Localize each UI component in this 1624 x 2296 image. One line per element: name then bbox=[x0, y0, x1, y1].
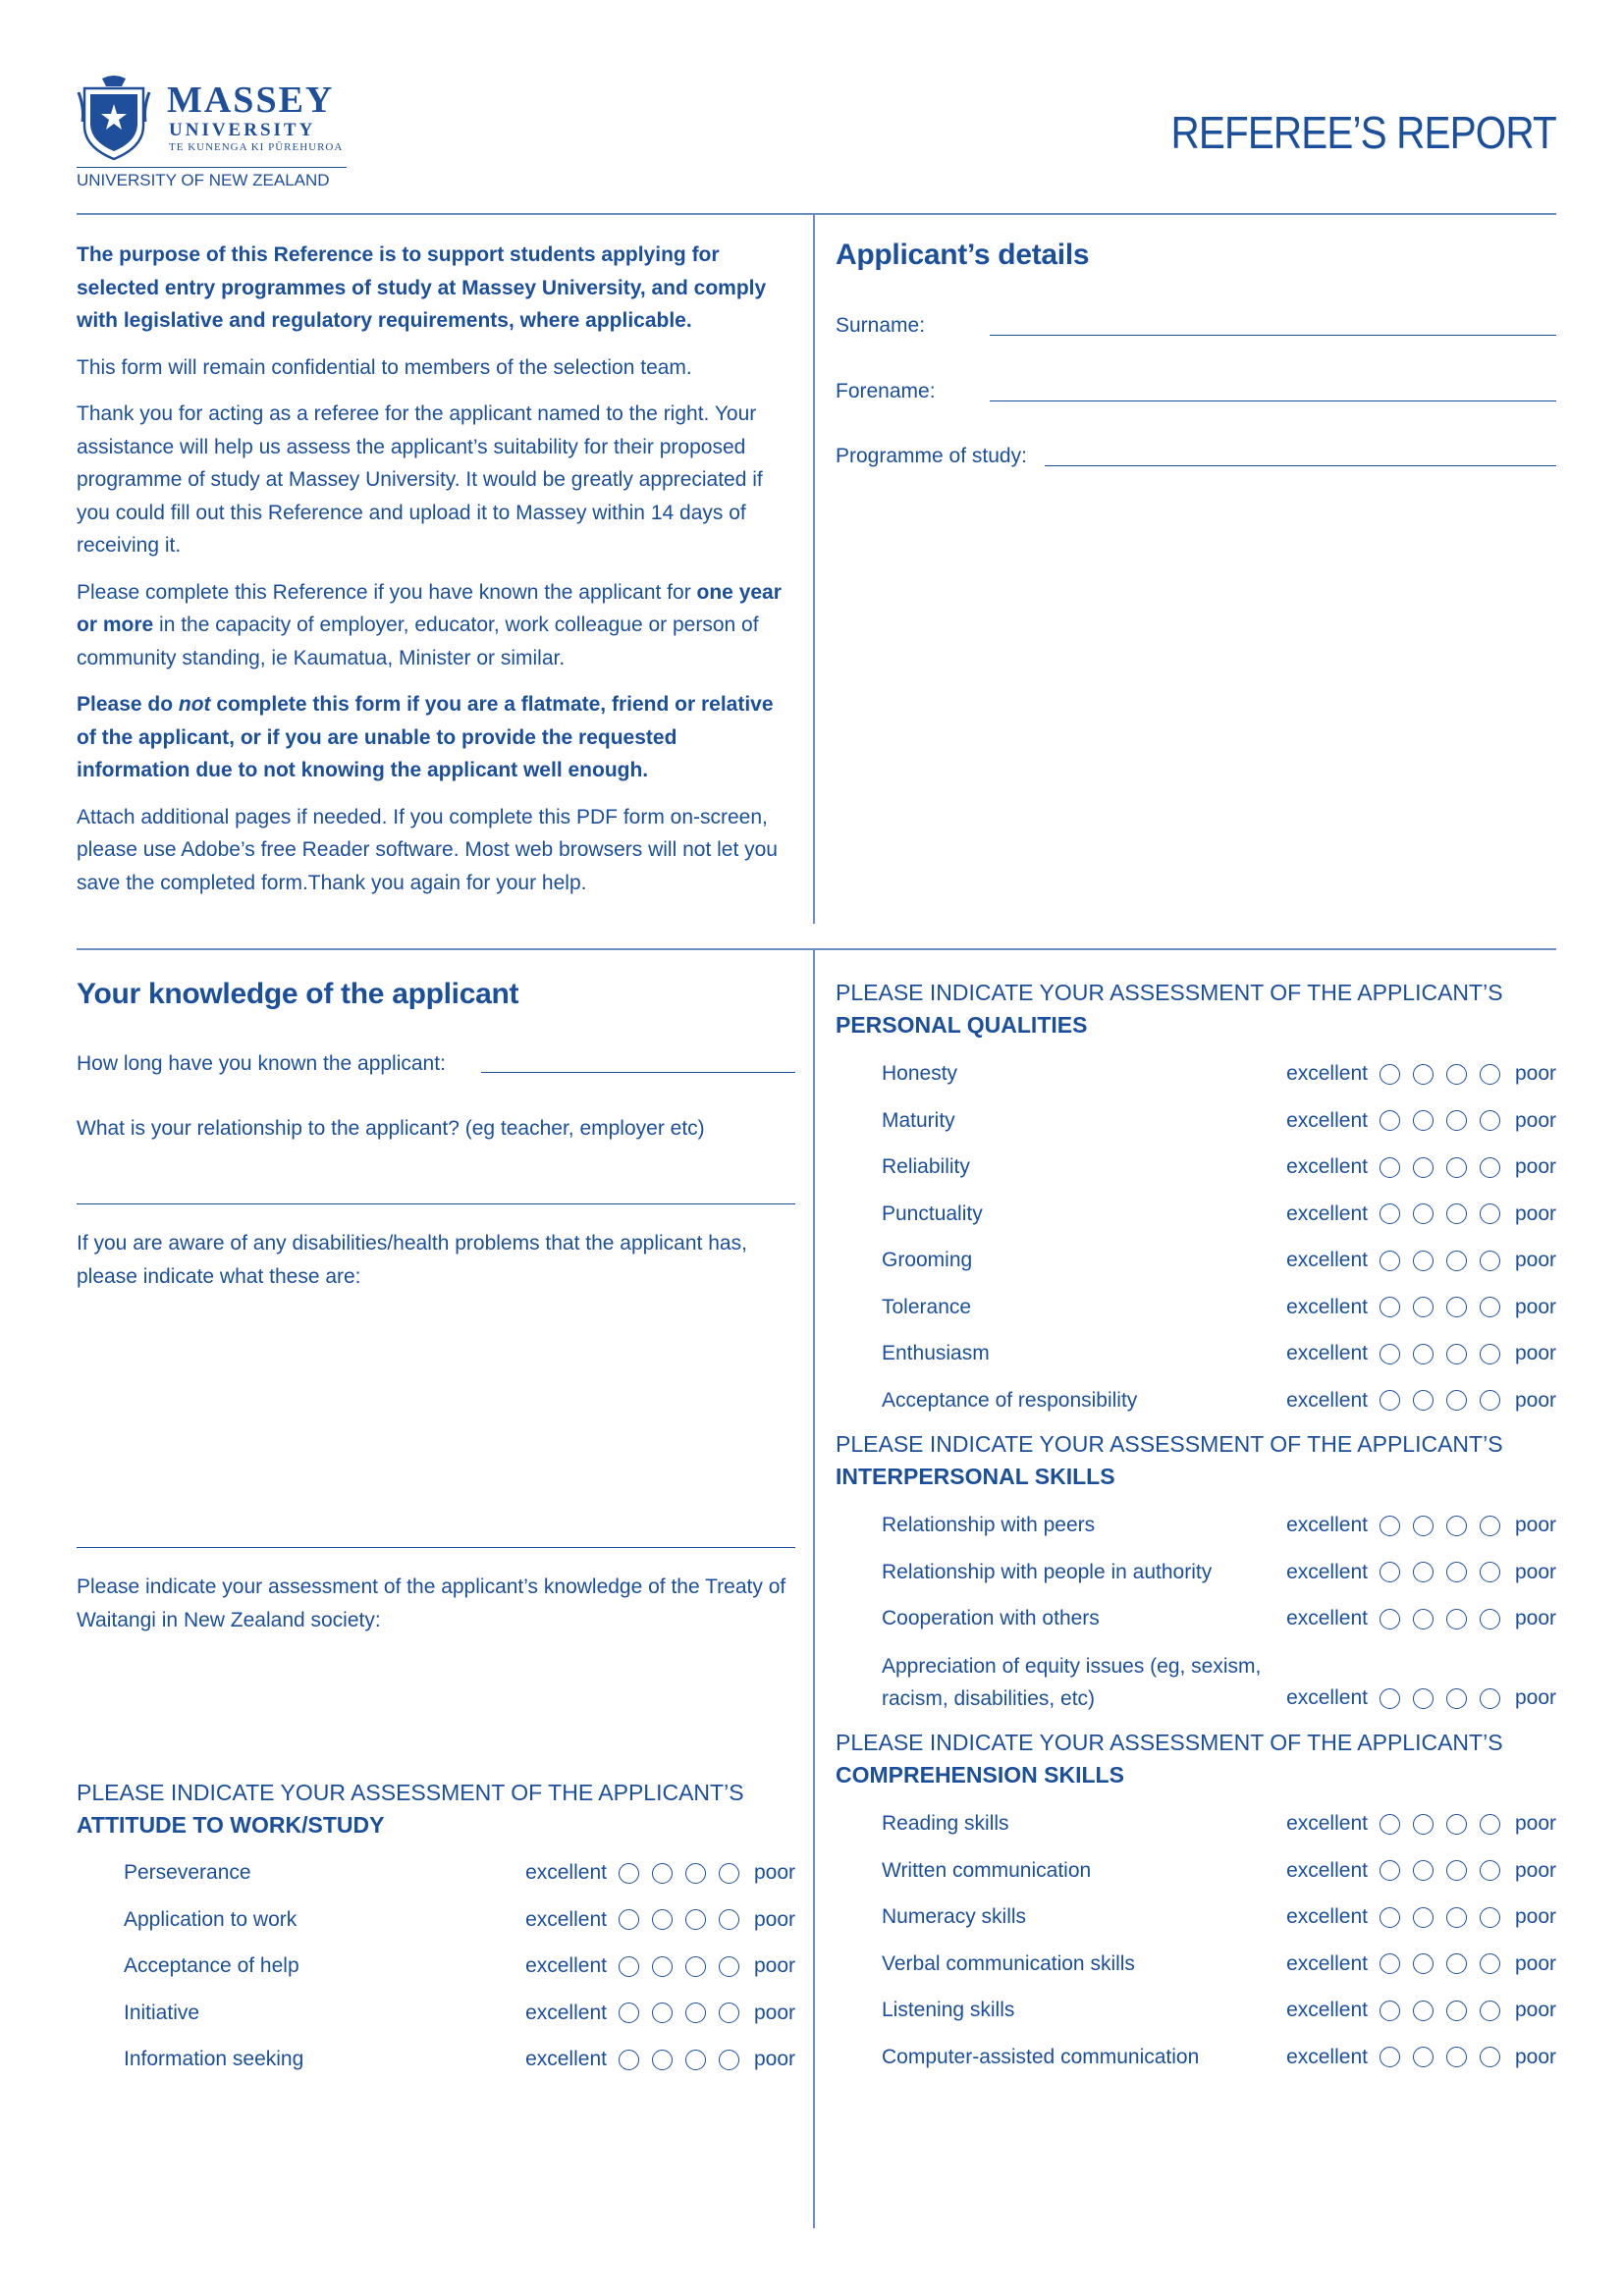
rating-radio[interactable] bbox=[1380, 1344, 1400, 1364]
rating-radio[interactable] bbox=[1446, 1907, 1467, 1928]
rating-radio[interactable] bbox=[1446, 1390, 1467, 1411]
rating-radio[interactable] bbox=[1413, 1344, 1434, 1364]
rating-radio[interactable] bbox=[1480, 1907, 1500, 1928]
rating-radio[interactable] bbox=[1446, 1516, 1467, 1536]
rating-label: Numeracy skills bbox=[882, 1905, 1027, 1928]
rating-radio[interactable] bbox=[1380, 2001, 1400, 2021]
rating-radio[interactable] bbox=[1413, 1562, 1434, 1582]
intro-complete: Please complete this Reference if you have known the applicant for one year or more in the capacity of employer, educator, work colleague or person of community standing, ie Kaumatua, Minister or similar. bbox=[77, 580, 782, 669]
rating-radio[interactable] bbox=[1413, 1516, 1434, 1536]
rating-radio[interactable] bbox=[1446, 2047, 1467, 2067]
rating-radio[interactable] bbox=[1413, 1688, 1434, 1709]
rating-row-relationship-with-peers: Relationship with peers excellent poor bbox=[882, 1514, 1556, 1536]
rating-radio[interactable] bbox=[1480, 1203, 1500, 1224]
rating-row-maturity: Maturity excellent poor bbox=[882, 1108, 1556, 1132]
rating-radio[interactable] bbox=[1380, 1157, 1400, 1178]
rating-radio[interactable] bbox=[1446, 1157, 1467, 1178]
rating-radio[interactable] bbox=[1380, 1297, 1400, 1317]
rating-radio[interactable] bbox=[1413, 1860, 1434, 1881]
rating-radio[interactable] bbox=[1480, 1860, 1500, 1881]
rating-radio[interactable] bbox=[685, 2002, 706, 2023]
rating-row-perseverance: Perseverance excellent poor bbox=[124, 1861, 795, 1884]
personal-list bbox=[882, 1058, 1556, 1416]
rating-radio[interactable] bbox=[619, 2050, 639, 2070]
intro-confidential: This form will remain confidential to members of the selection team. bbox=[77, 355, 692, 379]
rating-radio[interactable] bbox=[1446, 1110, 1467, 1131]
logo-name: MASSEY bbox=[167, 80, 335, 121]
treaty-field[interactable] bbox=[77, 1639, 795, 1767]
rating-row-written-communication: Written communication excellent poor bbox=[882, 1858, 1556, 1882]
rating-radio[interactable] bbox=[1380, 2047, 1400, 2067]
rating-radio[interactable] bbox=[1413, 1814, 1434, 1835]
rating-radio[interactable] bbox=[1480, 1297, 1500, 1317]
rating-radio[interactable] bbox=[1480, 1157, 1500, 1178]
rating-label: Initiative bbox=[124, 2001, 200, 2024]
rating-radio[interactable] bbox=[1446, 1953, 1467, 1974]
rating-row-information-seeking: Information seeking excellent poor bbox=[124, 2048, 795, 2070]
rating-radio[interactable] bbox=[1413, 2001, 1434, 2021]
rating-radio[interactable] bbox=[1413, 1110, 1434, 1131]
applicant-heading: Applicant’s details bbox=[836, 239, 1090, 271]
rating-radio[interactable] bbox=[685, 1956, 706, 1977]
rating-radio[interactable] bbox=[1480, 1251, 1500, 1271]
rating-label: Honesty bbox=[882, 1062, 958, 1085]
rating-label: Listening skills bbox=[882, 1999, 1015, 2021]
rating-radio[interactable] bbox=[1413, 1203, 1434, 1224]
rating-radio[interactable] bbox=[619, 1909, 639, 1930]
intro-text bbox=[77, 239, 793, 913]
rating-row-acceptance-of-help: Acceptance of help excellent poor bbox=[124, 1954, 795, 1977]
intro-thanks: Thank you for acting as a referee for the applicant named to the right. Your assistance will help us assess the applicant’s suitability for their proposed programme of study at Massey University. It would be greatly appreciated if you could fill out this Reference and upload it to Massey within 14 days of receiving it. bbox=[77, 402, 763, 557]
rating-label: Written communication bbox=[882, 1858, 1092, 1882]
rating-row-tolerance: Tolerance excellent poor bbox=[882, 1295, 1556, 1318]
rating-radio[interactable] bbox=[719, 1909, 739, 1930]
relationship-label: What is your relationship to the applicant? (eg teacher, employer etc) bbox=[77, 1117, 705, 1140]
rating-radio[interactable] bbox=[1480, 1344, 1500, 1364]
disabilities-label: If you are aware of any disabilities/health problems that the applicant has, please indicate what these are: bbox=[77, 1232, 747, 1288]
rating-label: Perseverance bbox=[124, 1861, 251, 1884]
logo-maori: TE KUNENGA KI PŪREHUROA bbox=[169, 141, 344, 153]
rating-label: Punctuality bbox=[882, 1201, 983, 1225]
comprehension-list bbox=[882, 1808, 1556, 2073]
rating-row-reliability: Reliability excellent poor bbox=[882, 1155, 1556, 1178]
rating-radio[interactable] bbox=[1446, 1860, 1467, 1881]
rating-radio[interactable] bbox=[1446, 1814, 1467, 1835]
disabilities-field[interactable] bbox=[77, 1268, 795, 1543]
rating-label: Maturity bbox=[882, 1108, 955, 1132]
rating-radio[interactable] bbox=[1413, 2047, 1434, 2067]
programme-field[interactable] bbox=[1045, 465, 1556, 466]
rating-radio[interactable] bbox=[1413, 1064, 1434, 1085]
rating-row-numeracy-skills: Numeracy skills excellent poor bbox=[882, 1905, 1556, 1928]
rating-radio[interactable] bbox=[619, 1863, 639, 1884]
page-title: REFEREE’S REPORT bbox=[1170, 107, 1556, 158]
rating-label: Information seeking bbox=[124, 2048, 304, 2070]
rating-radio[interactable] bbox=[1446, 1203, 1467, 1224]
rating-radio[interactable] bbox=[619, 1956, 639, 1977]
logo-rule bbox=[77, 167, 347, 168]
rating-radio[interactable] bbox=[1480, 1390, 1500, 1411]
rating-label: Tolerance bbox=[882, 1295, 972, 1318]
rating-radio[interactable] bbox=[1480, 1064, 1500, 1085]
rating-row-acceptance-of-responsibility: Acceptance of responsibility excellent poor bbox=[882, 1388, 1556, 1412]
rating-radio[interactable] bbox=[1413, 1251, 1434, 1271]
rating-radio[interactable] bbox=[1380, 1064, 1400, 1085]
logo-university: UNIVERSITY bbox=[169, 120, 316, 140]
rating-row-honesty: Honesty excellent poor bbox=[882, 1062, 1556, 1085]
rating-row-enthusiasm: Enthusiasm excellent poor bbox=[882, 1342, 1556, 1364]
attitude-list bbox=[124, 1857, 795, 2075]
rating-radio[interactable] bbox=[685, 1863, 706, 1884]
intro-do-not: Please do not complete this form if you are a flatmate, friend or relative of the applicant, or if you are unable to provide the requested information due to not knowing the applicant well enough. bbox=[77, 693, 774, 781]
rating-label: Grooming bbox=[882, 1249, 973, 1271]
programme-label: Programme of study: bbox=[836, 445, 1027, 467]
forename-label: Forename: bbox=[836, 380, 936, 402]
rating-radio[interactable] bbox=[1480, 1562, 1500, 1582]
rating-radio[interactable] bbox=[719, 2050, 739, 2070]
rating-radio[interactable] bbox=[1480, 2047, 1500, 2067]
rating-label: Acceptance of help bbox=[124, 1954, 299, 1977]
rating-radio[interactable] bbox=[1446, 1064, 1467, 1085]
surname-label: Surname: bbox=[836, 314, 926, 337]
rating-radio[interactable] bbox=[652, 1909, 673, 1930]
rating-radio[interactable] bbox=[1380, 1251, 1400, 1271]
rating-radio[interactable] bbox=[1380, 1814, 1400, 1835]
rating-radio[interactable] bbox=[1380, 1203, 1400, 1224]
rating-row-reading-skills: Reading skills excellent poor bbox=[882, 1812, 1556, 1835]
rating-radio[interactable] bbox=[1480, 1814, 1500, 1835]
interpersonal-heading: PLEASE INDICATE YOUR ASSESSMENT OF THE APPLICANT’S INTERPERSONAL SKILLS bbox=[836, 1431, 1503, 1489]
rating-radio[interactable] bbox=[1413, 1390, 1434, 1411]
rating-radio[interactable] bbox=[1380, 1860, 1400, 1881]
rating-radio[interactable] bbox=[1380, 1688, 1400, 1709]
rating-radio[interactable] bbox=[719, 2002, 739, 2023]
rating-radio[interactable] bbox=[1480, 1516, 1500, 1536]
top-rule bbox=[77, 213, 1556, 215]
rating-radio[interactable] bbox=[652, 1956, 673, 1977]
top-divider bbox=[813, 213, 815, 924]
rating-label: Reliability bbox=[882, 1155, 970, 1178]
rating-radio[interactable] bbox=[652, 1863, 673, 1884]
rating-radio[interactable] bbox=[1413, 1297, 1434, 1317]
rating-radio[interactable] bbox=[1446, 1688, 1467, 1709]
comprehension-heading: PLEASE INDICATE YOUR ASSESSMENT OF THE APPLICANT’S COMPREHENSION SKILLS bbox=[836, 1730, 1503, 1788]
rating-radio[interactable] bbox=[1413, 1157, 1434, 1178]
treaty-label: Please indicate your assessment of the applicant’s knowledge of the Treaty of Waitangi in New Zealand society: bbox=[77, 1575, 786, 1631]
rating-radio[interactable] bbox=[619, 2002, 639, 2023]
rating-radio[interactable] bbox=[1446, 1562, 1467, 1582]
rating-label: Appreciation of equity issues (eg, sexism, racism, disabilities, etc) bbox=[882, 1654, 1262, 1710]
rating-radio[interactable] bbox=[1480, 1688, 1500, 1709]
rating-radio[interactable] bbox=[1480, 2001, 1500, 2021]
rating-radio[interactable] bbox=[1380, 1390, 1400, 1411]
rating-row-grooming: Grooming excellent poor bbox=[882, 1249, 1556, 1271]
rating-radio[interactable] bbox=[685, 2050, 706, 2070]
interpersonal-list bbox=[882, 1510, 1556, 1715]
rating-label: Application to work bbox=[124, 1907, 298, 1931]
crest-icon bbox=[77, 75, 151, 163]
rating-radio[interactable] bbox=[1446, 2001, 1467, 2021]
rating-radio[interactable] bbox=[652, 2050, 673, 2070]
knowledge-heading: Your knowledge of the applicant bbox=[77, 978, 519, 1010]
rating-label: Computer-assisted communication bbox=[882, 2045, 1200, 2068]
rating-row-computer-assisted-communication: Computer-assisted communication excellent poor bbox=[882, 2045, 1556, 2068]
rating-radio[interactable] bbox=[1446, 1609, 1467, 1629]
rating-label: Enthusiasm bbox=[882, 1342, 990, 1364]
rating-radio[interactable] bbox=[1413, 1953, 1434, 1974]
rating-row-initiative: Initiative excellent poor bbox=[124, 2001, 795, 2024]
rating-radio[interactable] bbox=[1380, 1953, 1400, 1974]
intro-attach: Attach additional pages if needed. If you complete this PDF form on-screen, please use Adobe’s free Reader software. Most web browsers will not let you save the completed form.Thank you again for your help. bbox=[77, 805, 778, 894]
rating-row-relationship-with-authority: Relationship with people in authority excellent poor bbox=[882, 1560, 1556, 1583]
rating-row-punctuality: Punctuality excellent poor bbox=[882, 1201, 1556, 1225]
middle-rule bbox=[77, 948, 1556, 950]
rating-radio[interactable] bbox=[685, 1909, 706, 1930]
rating-radio[interactable] bbox=[1413, 1907, 1434, 1928]
rating-radio[interactable] bbox=[652, 2002, 673, 2023]
rating-radio[interactable] bbox=[1380, 1562, 1400, 1582]
disabilities-rule bbox=[77, 1547, 795, 1548]
attitude-heading: PLEASE INDICATE YOUR ASSESSMENT OF THE APPLICANT’S ATTITUDE TO WORK/STUDY bbox=[77, 1780, 744, 1838]
rating-radio[interactable] bbox=[1480, 1110, 1500, 1131]
rating-label: Relationship with people in authority bbox=[882, 1560, 1213, 1583]
bottom-divider bbox=[813, 948, 815, 2228]
intro-purpose: The purpose of this Reference is to support students applying for selected entry programmes of study at Massey University, and comply with legislative and regulatory requirements, where applicable. bbox=[77, 243, 767, 332]
rating-label: Acceptance of responsibility bbox=[882, 1388, 1138, 1412]
rating-row-verbal-communication: Verbal communication skills excellent poor bbox=[882, 1951, 1556, 1975]
logo-tagline: UNIVERSITY OF NEW ZEALAND bbox=[77, 171, 330, 189]
rating-radio[interactable] bbox=[719, 1956, 739, 1977]
relationship-field[interactable] bbox=[77, 1203, 795, 1204]
surname-field[interactable] bbox=[990, 335, 1556, 336]
rating-radio[interactable] bbox=[1446, 1251, 1467, 1271]
rating-radio[interactable] bbox=[1413, 1609, 1434, 1629]
how-long-label: How long have you known the applicant: bbox=[77, 1052, 446, 1075]
rating-row-application-to-work: Application to work excellent poor bbox=[124, 1907, 795, 1931]
rating-radio[interactable] bbox=[1446, 1297, 1467, 1317]
rating-radio[interactable] bbox=[1480, 1953, 1500, 1974]
how-long-field[interactable] bbox=[481, 1072, 795, 1073]
rating-radio[interactable] bbox=[1380, 1110, 1400, 1131]
forename-field[interactable] bbox=[990, 400, 1556, 401]
massey-logo bbox=[77, 75, 352, 192]
rating-row-listening-skills: Listening skills excellent poor bbox=[882, 1999, 1556, 2021]
rating-label: Cooperation with others bbox=[882, 1607, 1100, 1629]
rating-row-equity-issues: Appreciation of equity issues (eg, sexism, racism, disabilities, etc) excellent poor bbox=[882, 1650, 1556, 1715]
rating-label: Verbal communication skills bbox=[882, 1951, 1135, 1975]
rating-radio[interactable] bbox=[1380, 1516, 1400, 1536]
rating-radio[interactable] bbox=[1446, 1344, 1467, 1364]
rating-radio[interactable] bbox=[1380, 1907, 1400, 1928]
rating-radio[interactable] bbox=[1480, 1609, 1500, 1629]
rating-label: Relationship with peers bbox=[882, 1514, 1096, 1536]
personal-heading: PLEASE INDICATE YOUR ASSESSMENT OF THE APPLICANT’S PERSONAL QUALITIES bbox=[836, 980, 1503, 1038]
rating-radio[interactable] bbox=[719, 1863, 739, 1884]
rating-label: Reading skills bbox=[882, 1812, 1009, 1835]
rating-row-cooperation-with-others: Cooperation with others excellent poor bbox=[882, 1607, 1556, 1629]
rating-radio[interactable] bbox=[1380, 1609, 1400, 1629]
